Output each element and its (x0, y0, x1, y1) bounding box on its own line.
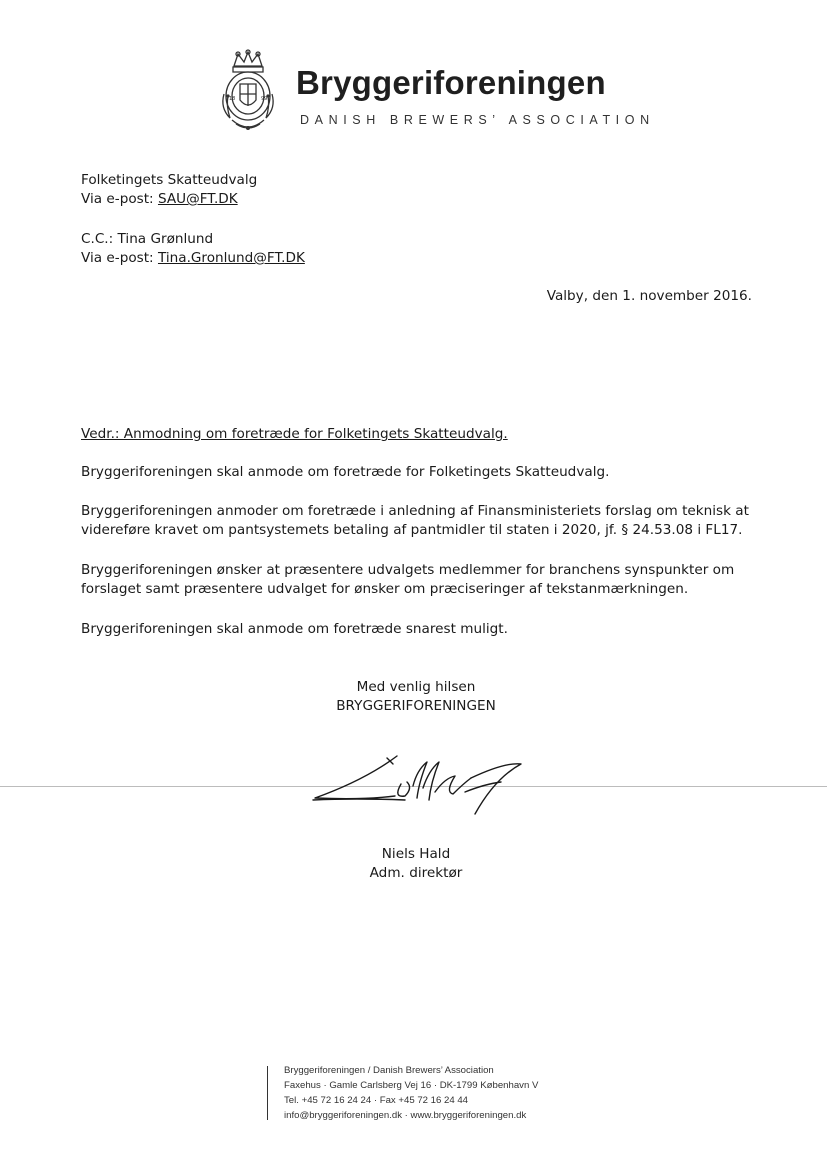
signer-title: Adm. direktør (369, 865, 463, 881)
subject-line: Vedr.: Anmodning om foretræde for Folketingets Skatteudvalg. (81, 426, 508, 442)
body-paragraph-4: Bryggeriforeningen skal anmode om foretræde snarest muligt. (81, 621, 508, 637)
recipient-name: Folketingets Skatteudvalg (81, 172, 258, 188)
recipient-email-link[interactable]: SAU@FT.DK (157, 191, 238, 207)
footer-address: Faxehus · Gamle Carlsberg Vej 16 · DK-1799 København V (284, 1080, 539, 1091)
footer-contact: info@bryggeriforeningen.dk · www.bryggeriforeningen.dk (284, 1110, 527, 1121)
cc-email-line (81, 249, 305, 269)
closing-greeting: Med venlig hilsen (356, 679, 476, 695)
svg-text:18: 18 (229, 96, 236, 102)
footer-phone-fax: Tel. +45 72 16 24 24 · Fax +45 72 16 24 44 (284, 1095, 469, 1106)
body-paragraph-3-line-1: Bryggeriforeningen ønsker at præsentere udvalgets medlemmer for branchens synspunkter om (81, 562, 735, 578)
footer-divider (267, 1066, 268, 1120)
body-paragraph-2-line-2: videreføre kravet om pantsystemets betaling af pantmidler til staten i 2020, jf. § 24.53.08 i FL17. (81, 522, 743, 538)
body-paragraph-1: Bryggeriforeningen skal anmode om foretræde for Folketingets Skatteudvalg. (81, 464, 610, 480)
handwritten-signature (305, 748, 530, 823)
cc-email-prefix: Via e-post: (81, 250, 158, 266)
closing-organization: BRYGGERIFORENINGEN (336, 698, 496, 714)
letter-date: Valby, den 1. november 2016. (546, 288, 752, 304)
footer-organization: Bryggeriforeningen / Danish Brewers’ Association (284, 1065, 494, 1076)
cc-name: C.C.: Tina Grønlund (81, 231, 214, 247)
organization-name: Bryggeriforeningen (296, 64, 606, 101)
recipient-email-prefix: Via e-post: (81, 191, 158, 207)
svg-text:99: 99 (261, 96, 268, 102)
signer-name: Niels Hald (381, 846, 451, 862)
body-paragraph-2-line-1: Bryggeriforeningen anmoder om foretræde i anledning af Finansministeriets forslag om teknisk at (81, 503, 749, 519)
organization-tagline: DANISH BREWERS’ ASSOCIATION (300, 113, 655, 127)
crest-emblem-icon (216, 48, 280, 136)
body-paragraph-3-line-2: forslaget samt præsentere udvalget for ønsker om præciseringer af tekstanmærkningen. (81, 581, 689, 597)
recipient-email-line (81, 190, 238, 210)
cc-email-link[interactable]: Tina.Gronlund@FT.DK (157, 250, 305, 266)
